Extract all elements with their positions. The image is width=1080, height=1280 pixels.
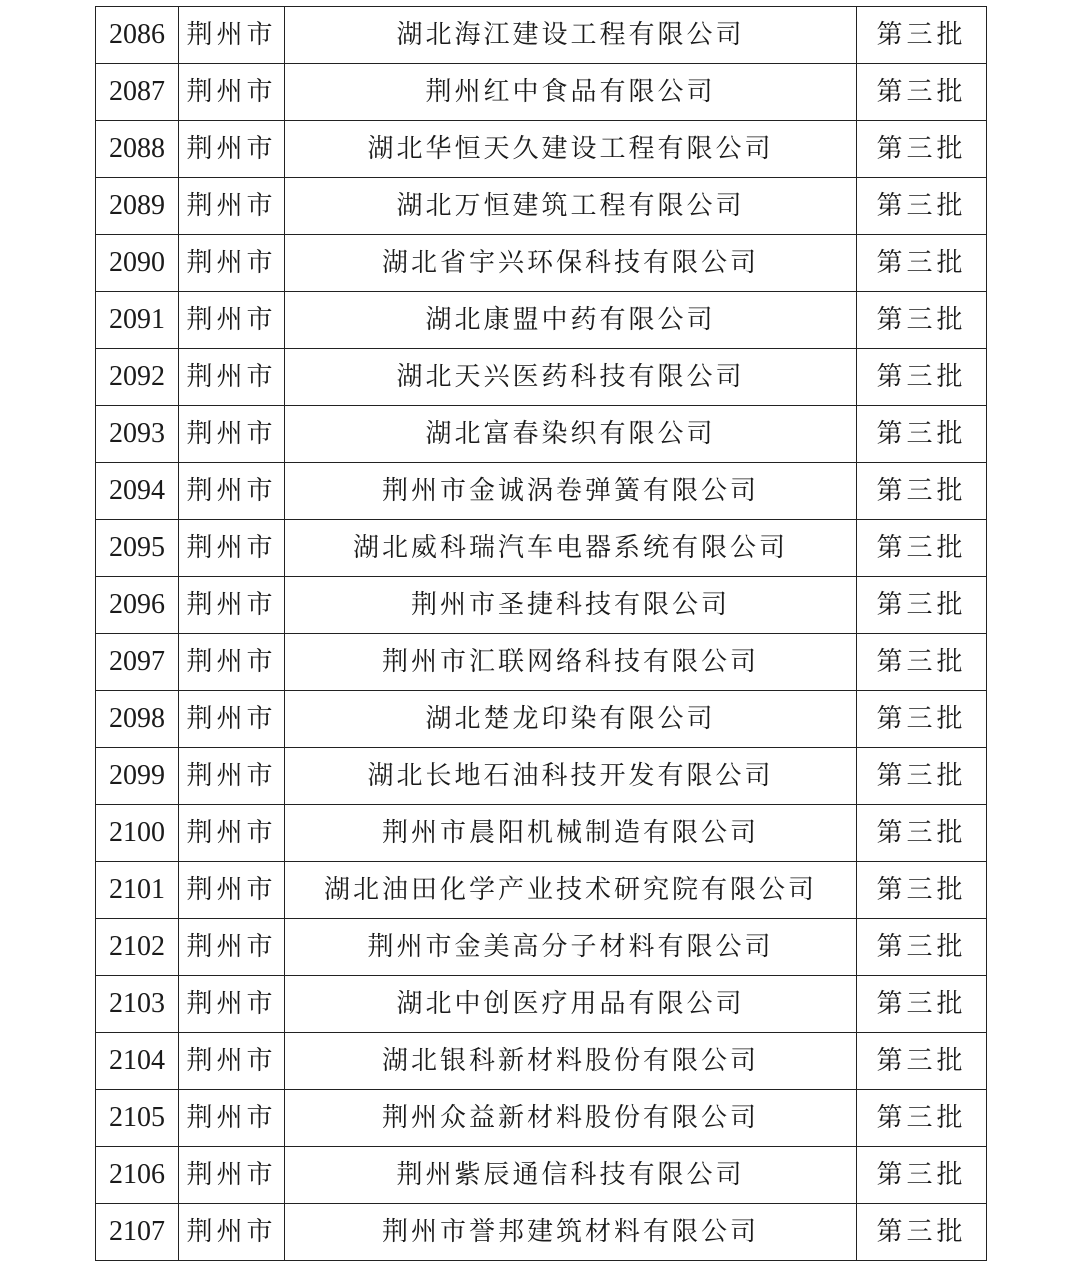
company-name-cell: 荆州市汇联网络科技有限公司 <box>285 634 857 691</box>
company-name-cell: 荆州市晨阳机械制造有限公司 <box>285 805 857 862</box>
city-cell: 荆州市 <box>179 862 285 919</box>
company-name-cell: 荆州市金诚涡卷弹簧有限公司 <box>285 463 857 520</box>
city-cell: 荆州市 <box>179 292 285 349</box>
city-cell: 荆州市 <box>179 1204 285 1261</box>
company-name-cell: 湖北楚龙印染有限公司 <box>285 691 857 748</box>
batch-cell: 第三批 <box>857 7 987 64</box>
table-row <box>96 1033 987 1090</box>
row-number-cell: 2087 <box>96 64 179 121</box>
city-cell: 荆州市 <box>179 919 285 976</box>
city-cell: 荆州市 <box>179 520 285 577</box>
city-cell: 荆州市 <box>179 178 285 235</box>
row-number-cell: 2086 <box>96 7 179 64</box>
row-number-cell: 2090 <box>96 235 179 292</box>
row-number-cell: 2105 <box>96 1090 179 1147</box>
company-name-cell: 湖北油田化学产业技术研究院有限公司 <box>285 862 857 919</box>
row-number-cell: 2095 <box>96 520 179 577</box>
row-number-cell: 2100 <box>96 805 179 862</box>
batch-cell: 第三批 <box>857 349 987 406</box>
company-name-cell: 湖北康盟中药有限公司 <box>285 292 857 349</box>
company-name-cell: 湖北万恒建筑工程有限公司 <box>285 178 857 235</box>
table-row <box>96 748 987 805</box>
batch-cell: 第三批 <box>857 406 987 463</box>
batch-cell: 第三批 <box>857 1033 987 1090</box>
row-number-cell: 2088 <box>96 121 179 178</box>
row-number-cell: 2107 <box>96 1204 179 1261</box>
company-name-cell: 湖北富春染织有限公司 <box>285 406 857 463</box>
company-name-cell: 荆州红中食品有限公司 <box>285 64 857 121</box>
batch-cell: 第三批 <box>857 1147 987 1204</box>
city-cell: 荆州市 <box>179 121 285 178</box>
batch-cell: 第三批 <box>857 1204 987 1261</box>
batch-cell: 第三批 <box>857 520 987 577</box>
batch-cell: 第三批 <box>857 862 987 919</box>
table-row <box>96 691 987 748</box>
city-cell: 荆州市 <box>179 976 285 1033</box>
table-row <box>96 805 987 862</box>
city-cell: 荆州市 <box>179 463 285 520</box>
company-name-cell: 湖北威科瑞汽车电器系统有限公司 <box>285 520 857 577</box>
company-name-cell: 荆州众益新材料股份有限公司 <box>285 1090 857 1147</box>
batch-cell: 第三批 <box>857 691 987 748</box>
batch-cell: 第三批 <box>857 976 987 1033</box>
row-number-cell: 2101 <box>96 862 179 919</box>
batch-cell: 第三批 <box>857 235 987 292</box>
table-row <box>96 520 987 577</box>
table-row <box>96 349 987 406</box>
table-row <box>96 7 987 64</box>
row-number-cell: 2089 <box>96 178 179 235</box>
table-row <box>96 463 987 520</box>
company-name-cell: 湖北长地石油科技开发有限公司 <box>285 748 857 805</box>
table-row <box>96 178 987 235</box>
city-cell: 荆州市 <box>179 406 285 463</box>
table-row <box>96 406 987 463</box>
company-name-cell: 湖北中创医疗用品有限公司 <box>285 976 857 1033</box>
row-number-cell: 2091 <box>96 292 179 349</box>
table-row <box>96 976 987 1033</box>
company-name-cell: 湖北银科新材料股份有限公司 <box>285 1033 857 1090</box>
row-number-cell: 2104 <box>96 1033 179 1090</box>
city-cell: 荆州市 <box>179 748 285 805</box>
city-cell: 荆州市 <box>179 1147 285 1204</box>
city-cell: 荆州市 <box>179 634 285 691</box>
company-name-cell: 湖北海江建设工程有限公司 <box>285 7 857 64</box>
city-cell: 荆州市 <box>179 805 285 862</box>
batch-cell: 第三批 <box>857 805 987 862</box>
city-cell: 荆州市 <box>179 691 285 748</box>
table-row <box>96 919 987 976</box>
row-number-cell: 2094 <box>96 463 179 520</box>
company-name-cell: 湖北华恒天久建设工程有限公司 <box>285 121 857 178</box>
company-name-cell: 湖北天兴医药科技有限公司 <box>285 349 857 406</box>
batch-cell: 第三批 <box>857 463 987 520</box>
row-number-cell: 2098 <box>96 691 179 748</box>
table-row <box>96 1204 987 1261</box>
table-row <box>96 292 987 349</box>
table-row <box>96 235 987 292</box>
city-cell: 荆州市 <box>179 577 285 634</box>
table-row <box>96 1147 987 1204</box>
city-cell: 荆州市 <box>179 349 285 406</box>
table-row <box>96 64 987 121</box>
company-name-cell: 荆州市誉邦建筑材料有限公司 <box>285 1204 857 1261</box>
table-row <box>96 577 987 634</box>
row-number-cell: 2099 <box>96 748 179 805</box>
row-number-cell: 2097 <box>96 634 179 691</box>
row-number-cell: 2106 <box>96 1147 179 1204</box>
batch-cell: 第三批 <box>857 919 987 976</box>
batch-cell: 第三批 <box>857 577 987 634</box>
table-row <box>96 862 987 919</box>
table-row <box>96 121 987 178</box>
row-number-cell: 2103 <box>96 976 179 1033</box>
batch-cell: 第三批 <box>857 634 987 691</box>
company-name-cell: 荆州市圣捷科技有限公司 <box>285 577 857 634</box>
company-list-table-container <box>95 6 986 1261</box>
table-body <box>96 7 987 1261</box>
batch-cell: 第三批 <box>857 1090 987 1147</box>
batch-cell: 第三批 <box>857 178 987 235</box>
batch-cell: 第三批 <box>857 64 987 121</box>
city-cell: 荆州市 <box>179 64 285 121</box>
city-cell: 荆州市 <box>179 1090 285 1147</box>
company-name-cell: 湖北省宇兴环保科技有限公司 <box>285 235 857 292</box>
city-cell: 荆州市 <box>179 1033 285 1090</box>
row-number-cell: 2092 <box>96 349 179 406</box>
row-number-cell: 2102 <box>96 919 179 976</box>
row-number-cell: 2093 <box>96 406 179 463</box>
row-number-cell: 2096 <box>96 577 179 634</box>
batch-cell: 第三批 <box>857 121 987 178</box>
company-name-cell: 荆州市金美高分子材料有限公司 <box>285 919 857 976</box>
city-cell: 荆州市 <box>179 7 285 64</box>
table-row <box>96 1090 987 1147</box>
company-name-cell: 荆州紫辰通信科技有限公司 <box>285 1147 857 1204</box>
batch-cell: 第三批 <box>857 292 987 349</box>
table-row <box>96 634 987 691</box>
city-cell: 荆州市 <box>179 235 285 292</box>
batch-cell: 第三批 <box>857 748 987 805</box>
company-list-table <box>95 6 987 1261</box>
